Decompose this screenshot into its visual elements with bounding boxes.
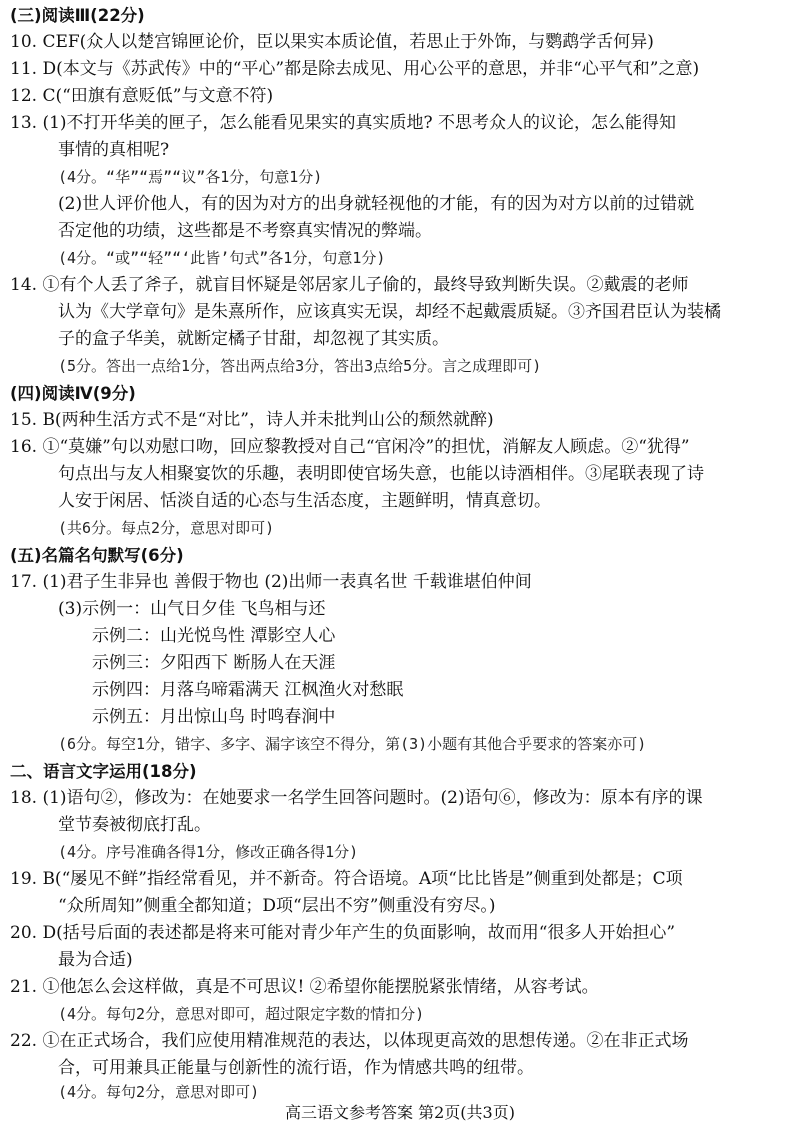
scoring-note: (4分。“华”“焉”“议”各1分，句意1分) [58, 168, 323, 186]
answer-line: 示例五：月出惊山鸟 时鸣春涧中 [92, 707, 336, 727]
answer-line: 示例四：月落乌啼霜满天 江枫渔火对愁眠 [92, 680, 404, 700]
scoring-note: (4分。序号准确各得1分，修改正确各得1分) [58, 843, 359, 861]
answer-line: 否定他的功绩，这些都是不考察真实情况的弊端。 [58, 221, 432, 241]
answer-line: 示例三：夕阳西下 断肠人在天涯 [92, 653, 336, 673]
answer-line: “众所周知”侧重全都知道；D项“层出不穷”侧重没有穷尽。) [58, 896, 496, 916]
answer-line: (3)示例一：山气日夕佳 飞鸟相与还 [58, 599, 326, 619]
answer-line: 人安于闲居、恬淡自适的心态与生活态度，主题鲜明，情真意切。 [58, 491, 551, 511]
answer-line: 18. (1)语句②，修改为：在她要求一名学生回答问题时。(2)语句⑥，修改为：原本有序的课 [10, 788, 703, 808]
section-heading: 二、语言文字运用(18分) [10, 762, 197, 781]
answer-line: 15. B(两种生活方式不是“对比”，诗人并未批判山公的颓然就醉) [10, 410, 494, 430]
answer-line: 句点出与友人相聚宴饮的乐趣，表明即使官场失意，也能以诗酒相伴。③尾联表现了诗 [58, 464, 704, 484]
answer-line: 堂节奏被彻底打乱。 [58, 815, 211, 835]
answer-line: 11. D(本文与《苏武传》中的“平心”都是除去成见、用心公平的意思，并非“心平气和”之意) [10, 59, 700, 79]
answer-line: 20. D(括号后面的表述都是将来可能对青少年产生的负面影响，故而用“很多人开始担心” [10, 923, 676, 943]
page-footer: 高三语文参考答案 第2页(共3页) [285, 1103, 515, 1122]
answer-line: 认为《大学章句》是朱熹所作，应该真实无误，却经不起戴震质疑。③齐国君臣认为装橘 [58, 302, 721, 322]
section-heading: (三)阅读Ⅲ(22分) [10, 6, 145, 25]
answer-line: 13. (1)不打开华美的匣子，怎么能看见果实的真实质地? 不思考众人的议论，怎么能得知 [10, 113, 677, 133]
answer-line: (2)世人评价他人，有的因为对方的出身就轻视他的才能，有的因为对方以前的过错就 [58, 194, 695, 214]
scoring-note: (6分。每空1分，错字、多字、漏字该空不得分，第(3)小题有其他合乎要求的答案亦可) [58, 735, 647, 753]
answer-line: 示例二：山光悦鸟性 潭影空人心 [92, 626, 336, 646]
answer-line: 10. CEF(众人以楚宫锦匣论价，臣以果实本质论值，若思止于外饰，与鹦鹉学舌何异) [10, 32, 654, 52]
section-heading: (五)名篇名句默写(6分) [10, 546, 184, 565]
scoring-note: (4分。每句2分，意思对即可，超过限定字数的情扣分) [58, 1005, 425, 1023]
answer-line: 最为合适) [58, 950, 133, 970]
scoring-note: (5分。答出一点给1分，答出两点给3分，答出3点给5分。言之成理即可) [58, 357, 542, 375]
scoring-note: (4分。“或”“轻”“‘此皆’句式”各1分，句意1分) [58, 249, 386, 267]
scoring-note: (4分。每句2分，意思对即可) [58, 1083, 260, 1101]
answer-line: 16. ①“莫嫌”句以劝慰口吻，回应黎教授对自己“官闲冷”的担忧，消解友人顾虑。②“犹得” [10, 437, 690, 457]
section-heading: (四)阅读Ⅳ(9分) [10, 384, 136, 403]
answer-line: 17. (1)君子生非异也 善假于物也 (2)出师一表真名世 千载谁堪伯仲间 [10, 572, 532, 592]
answer-line: 14. ①有个人丢了斧子，就盲目怀疑是邻居家儿子偷的，最终导致判断失误。②戴震的老师 [10, 275, 689, 295]
answer-line: 22. ①在正式场合，我们应使用精准规范的表达，以体现更高效的思想传递。②在非正式场 [10, 1031, 689, 1051]
answer-line: 事情的真相呢? [58, 140, 170, 160]
answer-line: 19. B(“屡见不鲜”指经常看见，并不新奇。符合语境。A项“比比皆是”侧重到处都是；C项 [10, 869, 683, 889]
answer-line: 21. ①他怎么会这样做，真是不可思议! ②希望你能摆脱紧张情绪，从容考试。 [10, 977, 599, 997]
answer-line: 12. C(“田旗有意贬低”与文意不符) [10, 86, 274, 106]
answer-line: 合，可用兼具正能量与创新性的流行语，作为情感共鸣的纽带。 [58, 1058, 534, 1078]
scoring-note: (共6分。每点2分，意思对即可) [58, 519, 275, 537]
answer-line: 子的盒子华美，就断定橘子甘甜，却忽视了其实质。 [58, 329, 449, 349]
